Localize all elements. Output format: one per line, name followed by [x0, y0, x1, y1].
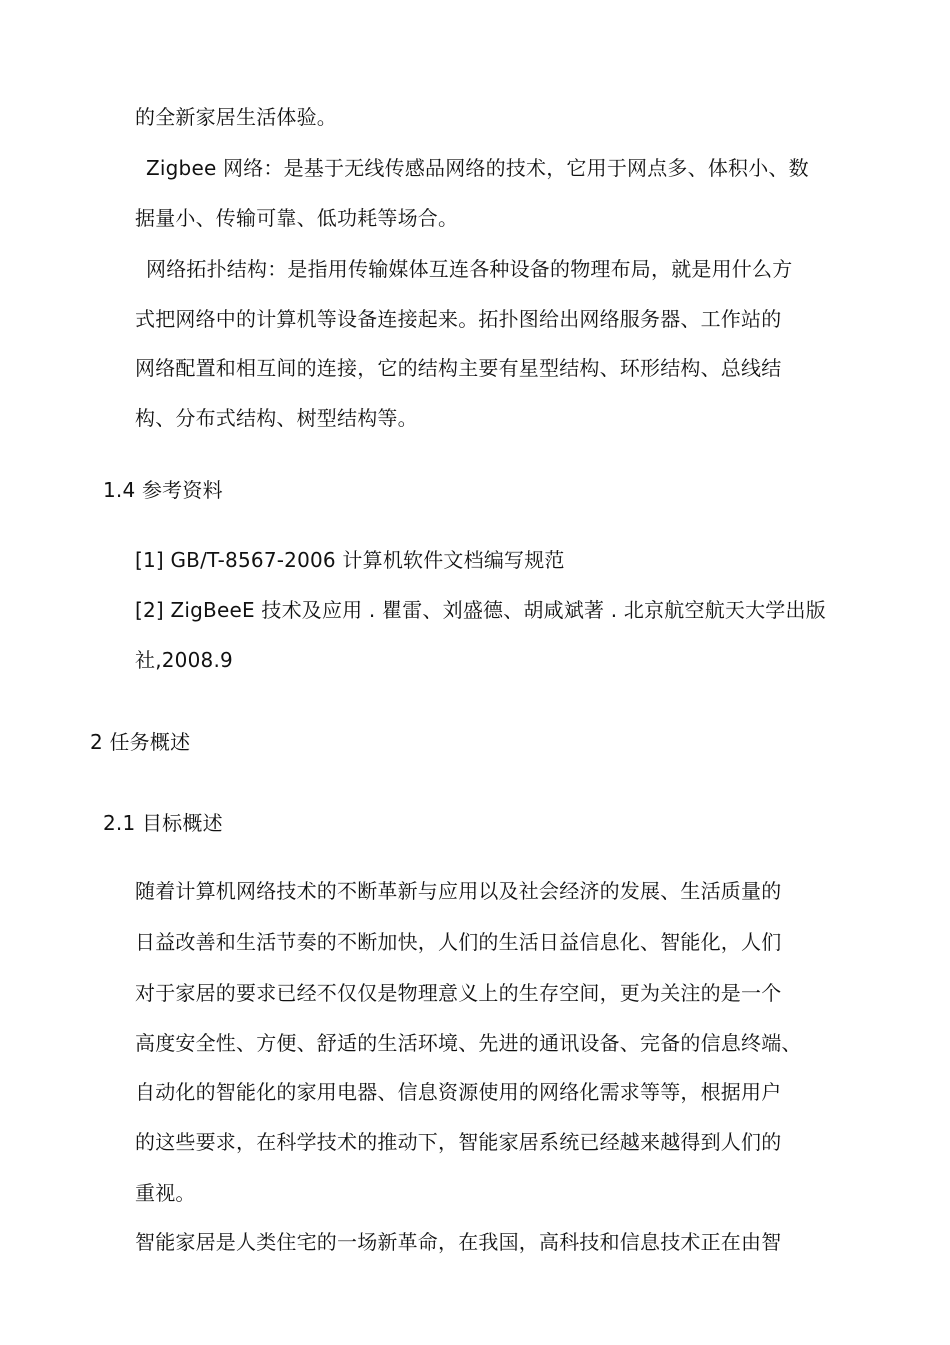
paragraph-line: 智能家居是人类住宅的一场新革命，在我国，高科技和信息技术正在由智: [135, 1230, 782, 1254]
paragraph-line: 的全新家居生活体验。: [135, 105, 337, 129]
paragraph-line: 构、分布式结构、树型结构等。: [135, 406, 418, 430]
reference-item: 社,2008.9: [135, 648, 233, 672]
paragraph-line: 式把网络中的计算机等设备连接起来。拓扑图给出网络服务器、工作站的: [135, 307, 782, 331]
reference-item: [1] GB/T-8567-2006 计算机软件文档编写规范: [135, 548, 565, 572]
section-heading: 1.4 参考资料: [103, 478, 223, 502]
paragraph-line: 高度安全性、方便、舒适的生活环境、先进的通讯设备、完备的信息终端、: [135, 1031, 802, 1055]
paragraph-line: 网络拓扑结构：是指用传输媒体互连各种设备的物理布局，就是用什么方: [146, 257, 793, 281]
paragraph-line: Zigbee 网络：是基于无线传感品网络的技术，它用于网点多、体积小、数: [146, 156, 809, 180]
paragraph-line: 网络配置和相互间的连接，它的结构主要有星型结构、环形结构、总线结: [135, 356, 782, 380]
paragraph-line: 自动化的智能化的家用电器、信息资源使用的网络化需求等等，根据用户: [135, 1080, 782, 1104]
paragraph-line: 对于家居的要求已经不仅仅是物理意义上的生存空间，更为关注的是一个: [135, 981, 782, 1005]
paragraph-line: 重视。: [135, 1181, 196, 1205]
section-heading: 2.1 目标概述: [103, 811, 223, 835]
paragraph-line: 随着计算机网络技术的不断革新与应用以及社会经济的发展、生活质量的: [135, 879, 782, 903]
paragraph-line: 的这些要求，在科学技术的推动下，智能家居系统已经越来越得到人们的: [135, 1130, 782, 1154]
reference-item: [2] ZigBeeE 技术及应用 . 瞿雷、刘盛德、胡咸斌著 . 北京航空航天大学出版: [135, 598, 826, 622]
paragraph-line: 日益改善和生活节奏的不断加快，人们的生活日益信息化、智能化，人们: [135, 930, 782, 954]
paragraph-line: 据量小、传输可靠、低功耗等场合。: [135, 206, 459, 230]
chapter-heading: 2 任务概述: [90, 730, 191, 754]
